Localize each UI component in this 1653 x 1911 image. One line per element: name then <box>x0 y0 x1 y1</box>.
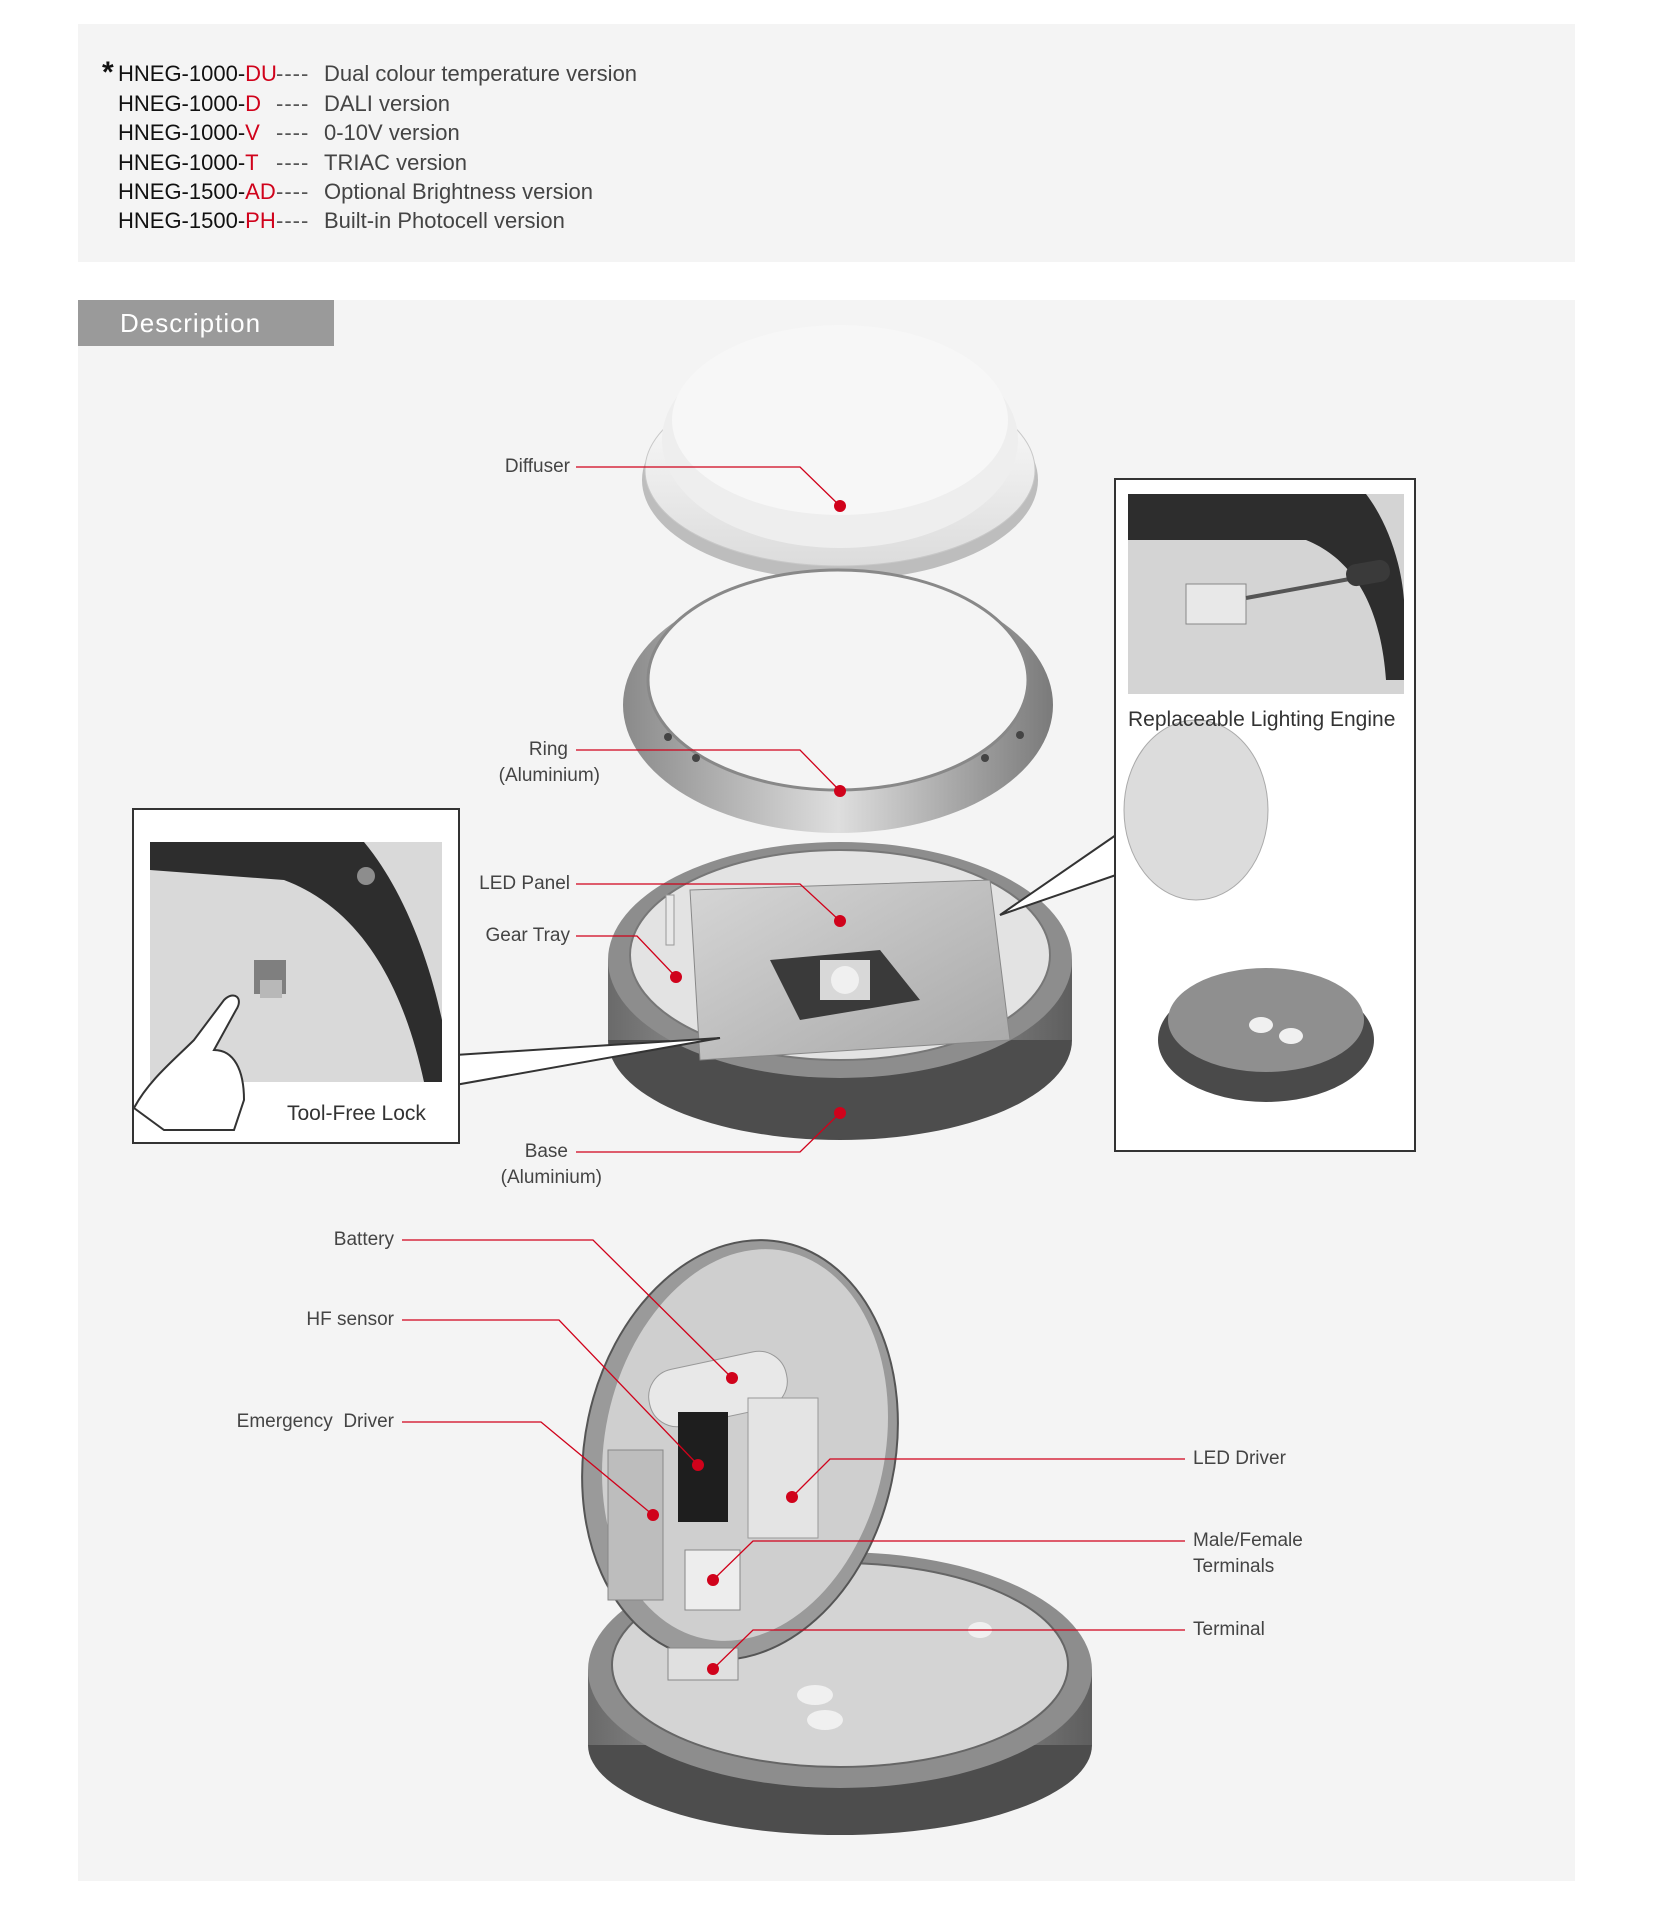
variant-description: DALI version <box>324 91 450 116</box>
variant-code-base: HNEG-1500- <box>118 208 246 233</box>
variant-code-base: HNEG-1000- <box>118 61 246 86</box>
section-title: Description <box>120 308 262 338</box>
open-assembly-illustration <box>544 1210 1092 1835</box>
label-emergency-driver: Emergency Driver <box>236 1411 394 1432</box>
label-battery: Battery <box>333 1229 394 1250</box>
variant-dashes: ---- <box>276 150 310 175</box>
variant-dashes: ---- <box>276 208 310 233</box>
variant-code-base: HNEG-1000- <box>118 120 246 145</box>
variant-code-suffix: DU <box>245 61 277 86</box>
label-ring-material: (Aluminium) <box>498 765 600 786</box>
variant-dashes: ---- <box>276 179 310 204</box>
variant-code-base: HNEG-1500- <box>118 179 246 204</box>
label-male-female: Male/Female <box>1193 1530 1303 1551</box>
variant-code-suffix: AD <box>245 179 276 204</box>
variant-dashes: ---- <box>276 61 310 86</box>
diffuser-illustration <box>642 325 1038 580</box>
base-illustration <box>608 842 1072 1140</box>
variant-code-suffix: V <box>245 120 260 145</box>
lock-detail-image <box>134 810 458 1142</box>
asterisk-mark: * <box>102 56 114 89</box>
label-led-panel: LED Panel <box>479 873 570 894</box>
label-led-driver: LED Driver <box>1193 1448 1286 1469</box>
variant-code-suffix: PH <box>245 208 276 233</box>
variant-code-base: HNEG-1000- <box>118 150 246 175</box>
engine-detail-image <box>1116 480 1414 1150</box>
replaceable-engine-caption: Replaceable Lighting Engine <box>1128 708 1396 731</box>
label-ring: Ring <box>528 739 568 760</box>
label-gear-tray: Gear Tray <box>485 925 570 946</box>
variant-code-suffix: T <box>245 150 259 175</box>
variant-code-suffix: D <box>245 91 262 116</box>
variant-code-base: HNEG-1000- <box>118 91 246 116</box>
label-base: Base <box>524 1141 568 1162</box>
variant-description: TRIAC version <box>324 150 468 175</box>
label-base-material: (Aluminium) <box>500 1167 602 1188</box>
variant-description: Dual colour temperature version <box>324 61 638 86</box>
replaceable-engine-callout <box>1114 478 1416 1152</box>
label-diffuser: Diffuser <box>504 456 570 477</box>
variant-dashes: ---- <box>276 91 310 116</box>
variant-description: Optional Brightness version <box>324 179 594 204</box>
variant-description: 0-10V version <box>324 120 460 145</box>
tool-free-lock-callout <box>132 808 460 1144</box>
variant-description: Built-in Photocell version <box>324 208 565 233</box>
label-terminal: Terminal <box>1193 1619 1265 1640</box>
label-hf-sensor: HF sensor <box>306 1309 394 1330</box>
tool-free-lock-caption: Tool-Free Lock <box>287 1102 426 1125</box>
variant-dashes: ---- <box>276 120 310 145</box>
label-terminals: Terminals <box>1193 1556 1275 1577</box>
